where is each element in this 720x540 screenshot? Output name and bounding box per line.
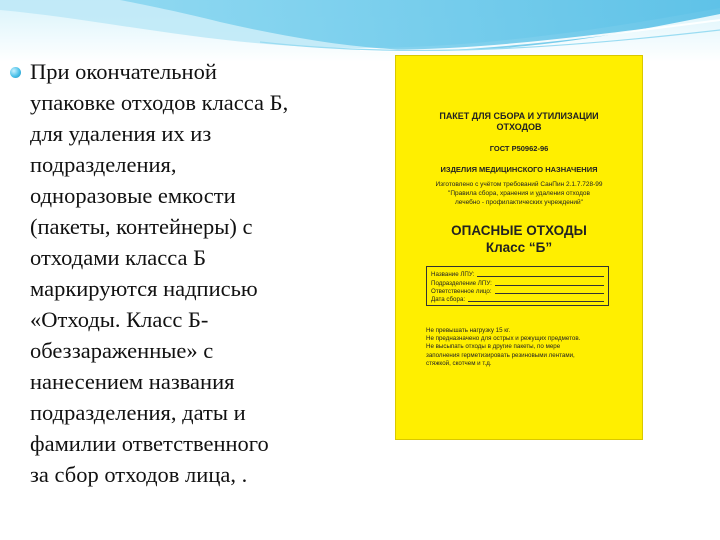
form-row <box>431 278 604 286</box>
form-label: Дата сбора: <box>431 296 466 304</box>
bag-form-box <box>426 266 609 306</box>
note-line: заполнения герметизировать резиновыми лентами, <box>426 351 575 359</box>
form-row <box>431 295 604 303</box>
bag-notes <box>426 327 626 368</box>
bag-danger-heading: ОПАСНЫЕ ОТХОДЫ Класс “Б” <box>451 223 587 255</box>
bag-gost: ГОСТ Р50962-96 <box>489 144 549 153</box>
form-label: Подразделение ЛПУ: <box>431 279 492 287</box>
slide-paragraph: При окончательной упаковке отходов класса Б, для удаления их из подразделения, одноразовые емкости (пакеты, контейнеры) с отходами класса Б маркируются надписью «Отходы. Класс Б- обеззараженные» с нанесением названия подразделения, даты и фамилии ответственного за сбор отходов лица, . <box>30 59 289 487</box>
note-line: Не превышать нагрузку 15 кг. <box>426 327 511 334</box>
form-label: Ответственное лицо: <box>431 287 492 295</box>
form-line <box>495 285 604 286</box>
form-row <box>431 287 604 295</box>
bullet-icon <box>10 67 21 78</box>
form-row <box>431 270 604 278</box>
bag-title: ПАКЕТ ДЛЯ СБОРА И УТИЛИЗАЦИИ ОТХОДОВ <box>439 111 599 132</box>
note-line: Не предназначено для острых и режущих предметов. <box>426 335 581 343</box>
bag-medical: ИЗДЕЛИЯ МЕДИЦИНСКОГО НАЗНАЧЕНИЯ <box>440 165 598 174</box>
note-line: Не высыпать отходы в другие пакеты, по мере <box>426 343 561 351</box>
waste-bag-label <box>395 55 643 440</box>
form-line <box>477 276 604 277</box>
bag-made-note: Изготовлено с учётом требований СанПин 2.1.7.728-99 "Правила сбора, хранения и удаления отходов лечебно - профилактических учреждений" <box>435 181 603 206</box>
form-line <box>495 293 604 294</box>
slide-text <box>30 56 360 490</box>
form-line <box>468 301 604 302</box>
form-label: Название ЛПУ: <box>431 271 475 279</box>
note-line: стяжкой, скотчем и т.д. <box>426 359 492 367</box>
decorative-wave-header <box>0 0 720 62</box>
